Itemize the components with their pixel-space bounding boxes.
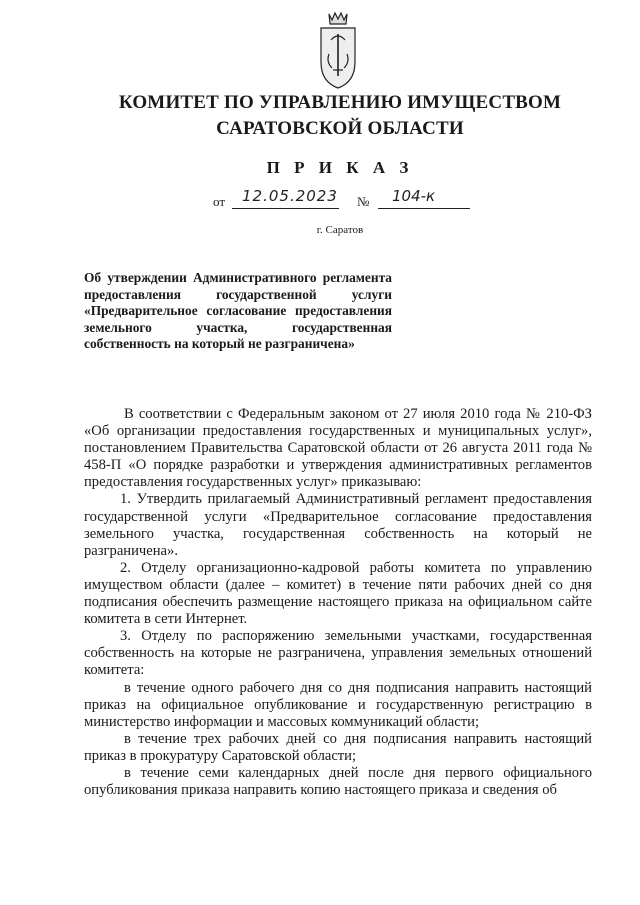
paragraph-item-2: 2. Отделу организационно-кадровой работы комитета по управлению имуществом области (далее – комитет) в течение пяти рабочих дней со дня подписания обеспечить размещение настоящего приказа на официальном сайте комитета в сети Интернет. <box>84 559 592 628</box>
date-label: от <box>213 194 226 209</box>
number-value: 104-к <box>392 187 436 205</box>
date-value: 12.05.2023 <box>242 187 338 205</box>
number-label: № <box>357 194 370 209</box>
paragraph-item-3-sub-1: в течение одного рабочего дня со дня подписания направить настоящий приказ на официальное опубликование и государственную регистрацию в министерство информации и массовых коммуникаций области; <box>84 679 592 730</box>
paragraph-item-3: 3. Отделу по распоряжению земельными участками, государственная собственность на которые не разграничена, управления земельных отношений комитета: <box>84 628 592 679</box>
org-name-line2: САРАТОВСКОЙ ОБЛАСТИ <box>216 118 464 139</box>
org-name-line1: КОМИТЕТ ПО УПРАВЛЕНИЮ ИМУЩЕСТВОМ <box>118 92 562 113</box>
coat-of-arms-icon <box>317 10 359 90</box>
paragraph-item-3-sub-2: в течение трех рабочих дней со дня подписания направить настоящий приказ в прокуратуру Саратовской области; <box>84 730 592 764</box>
paragraph-item-1: 1. Утвердить прилагаемый Административный регламент предоставления государственной услуги «Предварительное согласование предоставления земельного участка, государственная собственность на который не разграничена». <box>84 491 592 559</box>
paragraph-preamble: В соответствии с Федеральным законом от 27 июля 2010 года № 210-ФЗ «Об организации предоставления государственных и муниципальных услуг», постановлением Правительства Саратовской области от 26 августа 2011 года № 458-П «О порядке разработки и утверждения административных регламентов предоставления государственных услуг» приказываю: <box>84 406 592 491</box>
city: г. Саратов <box>316 224 364 236</box>
subject-block: Об утверждении Административного регламента предоставления государственной услуги «Предварительное согласование предоставления земельного участка, государственная собственность на который не разграничена» <box>84 270 392 352</box>
order-body <box>84 406 592 799</box>
paragraph-item-3-sub-3: в течение семи календарных дней после дня первого официального опубликования приказа направить копию настоящего приказа и сведения об <box>84 764 592 799</box>
document-type: П Р И К А З <box>266 158 414 177</box>
